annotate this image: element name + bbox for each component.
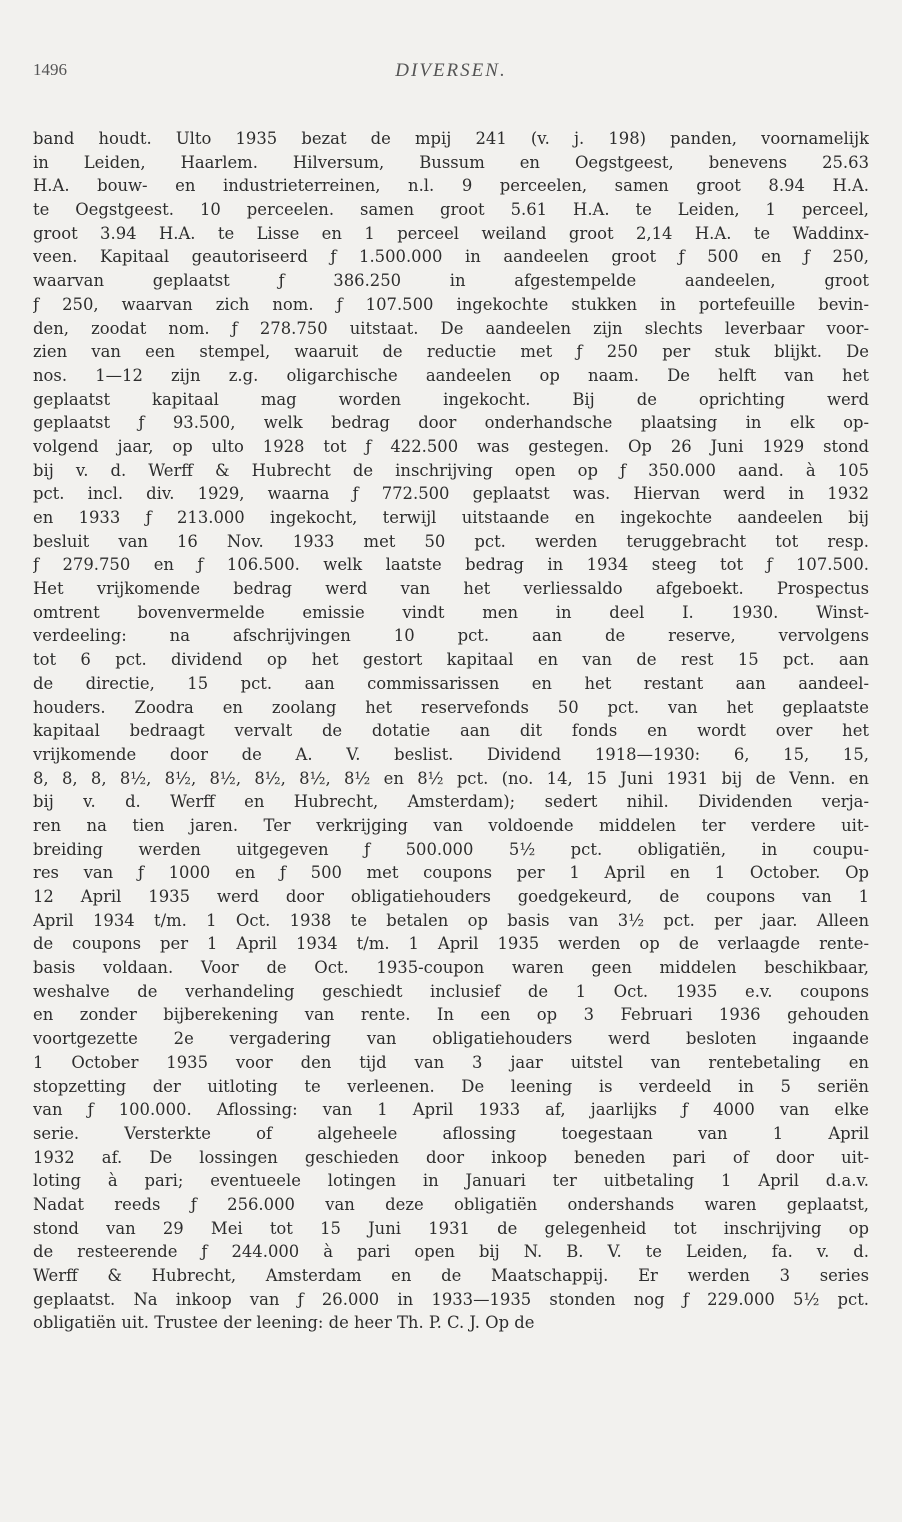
running-title: DIVERSEN. xyxy=(395,60,507,81)
text-line: ren na tien jaren. Ter verkrijging van voldoende middelen ter verdere uit- xyxy=(33,815,869,835)
text-line: basis voldaan. Voor de Oct. 1935-coupon waren geen middelen beschikbaar, xyxy=(33,958,869,978)
text-line: Het vrijkomende bedrag werd van het verliessaldo afgeboekt. Prospectus xyxy=(33,579,869,599)
text-line: ƒ 279.750 en ƒ 106.500. welk laatste bedrag in 1934 steeg tot ƒ 107.500. xyxy=(33,555,869,575)
text-line: kapitaal bedraagt vervalt de dotatie aan dit fonds en wordt over het xyxy=(33,721,869,741)
text-line: nos. 1—12 zijn z.g. oligarchische aandeelen op naam. De helft van het xyxy=(33,365,869,385)
text-line: voortgezette 2e vergadering van obligatiehouders werd besloten ingaande xyxy=(33,1029,869,1049)
page-header xyxy=(33,60,869,90)
body-text xyxy=(33,127,869,1335)
text-line: bij v. d. Werff en Hubrecht, Amsterdam); sedert nihil. Dividenden verja- xyxy=(33,792,869,812)
text-line: de directie, 15 pct. aan commissarissen en het restant aan aandeel- xyxy=(33,673,869,693)
text-line: groot 3.94 H.A. te Lisse en 1 perceel weiland groot 2,14 H.A. te Waddinx- xyxy=(33,223,869,243)
text-line: obligatiën uit. Trustee der leening: de heer Th. P. C. J. Op de xyxy=(33,1313,535,1333)
text-line: ƒ 250, waarvan zich nom. ƒ 107.500 ingekochte stukken in portefeuille bevin- xyxy=(33,294,869,314)
text-line: geplaatst kapitaal mag worden ingekocht. Bij de oprichting werd xyxy=(33,389,869,409)
text-line: geplaatst ƒ 93.500, welk bedrag door onderhandsche plaatsing in elk op- xyxy=(33,413,869,433)
text-line: veen. Kapitaal geautoriseerd ƒ 1.500.000 in aandeelen groot ƒ 500 en ƒ 250, xyxy=(33,247,869,267)
text-line: loting à pari; eventueele lotingen in Januari ter uitbetaling 1 April d.a.v. xyxy=(33,1171,869,1191)
text-line: verdeeling: na afschrijvingen 10 pct. aan de reserve, vervolgens xyxy=(33,626,869,646)
text-line: en zonder bijberekening van rente. In een op 3 Februari 1936 gehouden xyxy=(33,1005,869,1025)
text-line: pct. incl. div. 1929, waarna ƒ 772.500 geplaatst was. Hiervan werd in 1932 xyxy=(33,484,869,504)
text-line: zien van een stempel, waaruit de reductie met ƒ 250 per stuk blijkt. De xyxy=(33,342,869,362)
text-line: van ƒ 100.000. Aflossing: van 1 April 1933 af, jaarlijks ƒ 4000 van elke xyxy=(33,1100,869,1120)
text-line: stond van 29 Mei tot 15 Juni 1931 de gelegenheid tot inschrijving op xyxy=(33,1218,869,1238)
text-line: in Leiden, Haarlem. Hilversum, Bussum en Oegstgeest, benevens 25.63 xyxy=(33,152,869,172)
text-line: volgend jaar, op ulto 1928 tot ƒ 422.500 was gestegen. Op 26 Juni 1929 stond xyxy=(33,436,869,456)
text-line: H.A. bouw- en industrieterreinen, n.l. 9 perceelen, samen groot 8.94 H.A. xyxy=(33,176,869,196)
text-line: tot 6 pct. dividend op het gestort kapitaal en van de rest 15 pct. aan xyxy=(33,650,869,670)
text-line: band houdt. Ulto 1935 bezat de mpij 241 (v. j. 198) panden, voornamelijk xyxy=(33,129,869,148)
page-number: 1496 xyxy=(33,60,67,79)
text-line: omtrent bovenvermelde emissie vindt men in deel I. 1930. Winst- xyxy=(33,602,869,622)
text-line: 12 April 1935 werd door obligatiehouders goedgekeurd, de coupons van 1 xyxy=(33,887,869,906)
text-line: den, zoodat nom. ƒ 278.750 uitstaat. De aandeelen zijn slechts leverbaar voor- xyxy=(33,318,869,338)
text-line: de coupons per 1 April 1934 t/m. 1 April 1935 werden op de verlaagde rente- xyxy=(33,934,869,954)
text-line: Nadat reeds ƒ 256.000 van deze obligatiën ondershands waren geplaatst, xyxy=(33,1194,869,1214)
text-line: en 1933 ƒ 213.000 ingekocht, terwijl uitstaande en ingekochte aandeelen bij xyxy=(33,508,869,527)
text-line: weshalve de verhandeling geschiedt inclusief de 1 Oct. 1935 e.v. coupons xyxy=(33,981,869,1001)
text-line: 1 October 1935 voor den tijd van 3 jaar uitstel van rentebetaling en xyxy=(33,1052,869,1072)
text-line: stopzetting der uitloting te verleenen. De leening is verdeeld in 5 seriën xyxy=(33,1076,869,1096)
text-line: geplaatst. Na inkoop van ƒ 26.000 in 1933—1935 stonden nog ƒ 229.000 5½ pct. xyxy=(33,1289,869,1309)
text-line: res van ƒ 1000 en ƒ 500 met coupons per 1 April en 1 October. Op xyxy=(33,863,869,883)
text-line: houders. Zoodra en zoolang het reservefonds 50 pct. van het geplaatste xyxy=(33,697,869,717)
text-line: breiding werden uitgegeven ƒ 500.000 5½ pct. obligatiën, in coupu- xyxy=(33,839,869,859)
text-line: de resteerende ƒ 244.000 à pari open bij N. B. V. te Leiden, fa. v. d. xyxy=(33,1242,869,1262)
text-line: serie. Versterkte of algeheele aflossing toegestaan van 1 April xyxy=(33,1123,869,1143)
text-line: waarvan geplaatst ƒ 386.250 in afgestempelde aandeelen, groot xyxy=(33,271,869,291)
text-line: te Oegstgeest. 10 perceelen. samen groot 5.61 H.A. te Leiden, 1 perceel, xyxy=(33,200,869,220)
text-line: 1932 af. De lossingen geschieden door inkoop beneden pari of door uit- xyxy=(33,1147,869,1167)
text-line: vrijkomende door de A. V. beslist. Dividend 1918—1930: 6, 15, 15, xyxy=(33,744,869,764)
text-line: 8, 8, 8, 8½, 8½, 8½, 8½, 8½, 8½ en 8½ pct. (no. 14, 15 Juni 1931 bij de Venn. en xyxy=(33,768,869,788)
text-line: bij v. d. Werff & Hubrecht de inschrijving open op ƒ 350.000 aand. à 105 xyxy=(33,460,869,480)
text-line: Werff & Hubrecht, Amsterdam en de Maatschappij. Er werden 3 series xyxy=(33,1266,869,1285)
text-line: besluit van 16 Nov. 1933 met 50 pct. werden teruggebracht tot resp. xyxy=(33,531,869,551)
text-line: April 1934 t/m. 1 Oct. 1938 te betalen op basis van 3½ pct. per jaar. Alleen xyxy=(33,910,869,930)
